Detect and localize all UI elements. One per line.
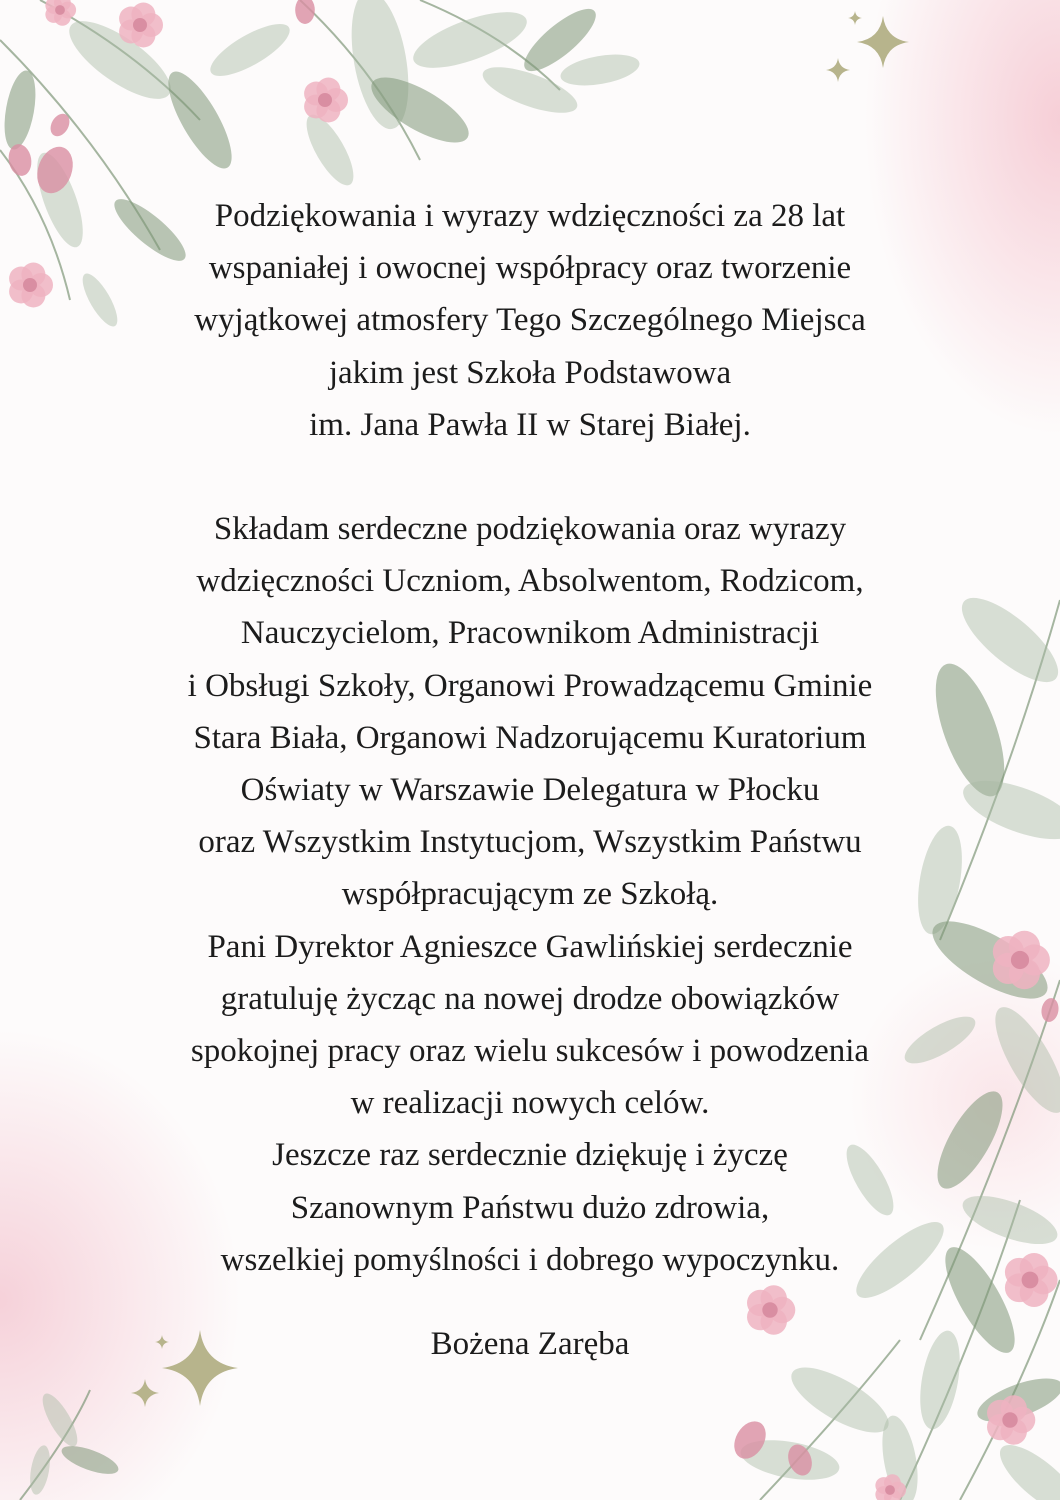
letter-line: Składam serdeczne podziękowania oraz wyrazy — [213, 511, 847, 548]
sparkle-icon — [131, 1379, 159, 1407]
letter-line: Oświaty w Warszawie Delegatura w Płocku — [240, 772, 820, 809]
letter-line: Podziękowania i wyrazy wdzięczności za 28 lat — [214, 198, 846, 234]
letter-line: wdzięczności Uczniom, Absolwentom, Rodzicom, — [196, 563, 864, 600]
letter-line: współpracującym ze Szkołą. — [341, 876, 719, 913]
sparkle-icon — [848, 11, 862, 25]
letter-line: im. Jana Pawła II w Starej Białej. — [309, 406, 751, 443]
letter-line: Szanownym Państwu dużo zdrowia, — [290, 1189, 770, 1226]
letter-line: w realizacji nowych celów. — [350, 1085, 710, 1122]
letter-line: wszelkiej pomyślności i dobrego wypoczynku. — [220, 1241, 840, 1278]
letter-line: i Obsługi Szkoły, Organowi Prowadzącemu Gminie — [187, 667, 873, 704]
letter-line: Stara Biała, Organowi Nadzorującemu Kuratorium — [193, 719, 867, 756]
paragraph-gratitude — [60, 190, 1000, 451]
letter-line: spokojnej pracy oraz wielu sukcesów i powodzenia — [190, 1033, 870, 1070]
letter-line: wyjątkowej atmosfery Tego Szczególnego Miejsca — [194, 302, 866, 339]
sparkle-icon — [857, 16, 909, 68]
letter-line: oraz Wszystkim Instytucjom, Wszystkim Państwu — [198, 824, 862, 861]
letter-line: jakim jest Szkoła Podstawowa — [328, 354, 732, 391]
sparkle-icon — [826, 58, 850, 82]
letter-line: gratuluję życząc na nowej drodze obowiązków — [220, 980, 840, 1017]
paragraph-acknowledgements — [60, 503, 1000, 1286]
letter-line: wspaniałej i owocnej współpracy oraz tworzenie — [208, 250, 852, 287]
signature: Bożena Zaręba — [430, 1326, 630, 1362]
thank-you-letter — [60, 190, 1000, 1286]
letter-line: Pani Dyrektor Agnieszce Gawlińskiej serdecznie — [207, 928, 853, 965]
letter-line: Nauczycielom, Pracownikom Administracji — [240, 615, 820, 652]
paragraph-spacer — [60, 451, 1000, 503]
letter-line: Jeszcze raz serdecznie dziękuję i życzę — [272, 1137, 788, 1174]
